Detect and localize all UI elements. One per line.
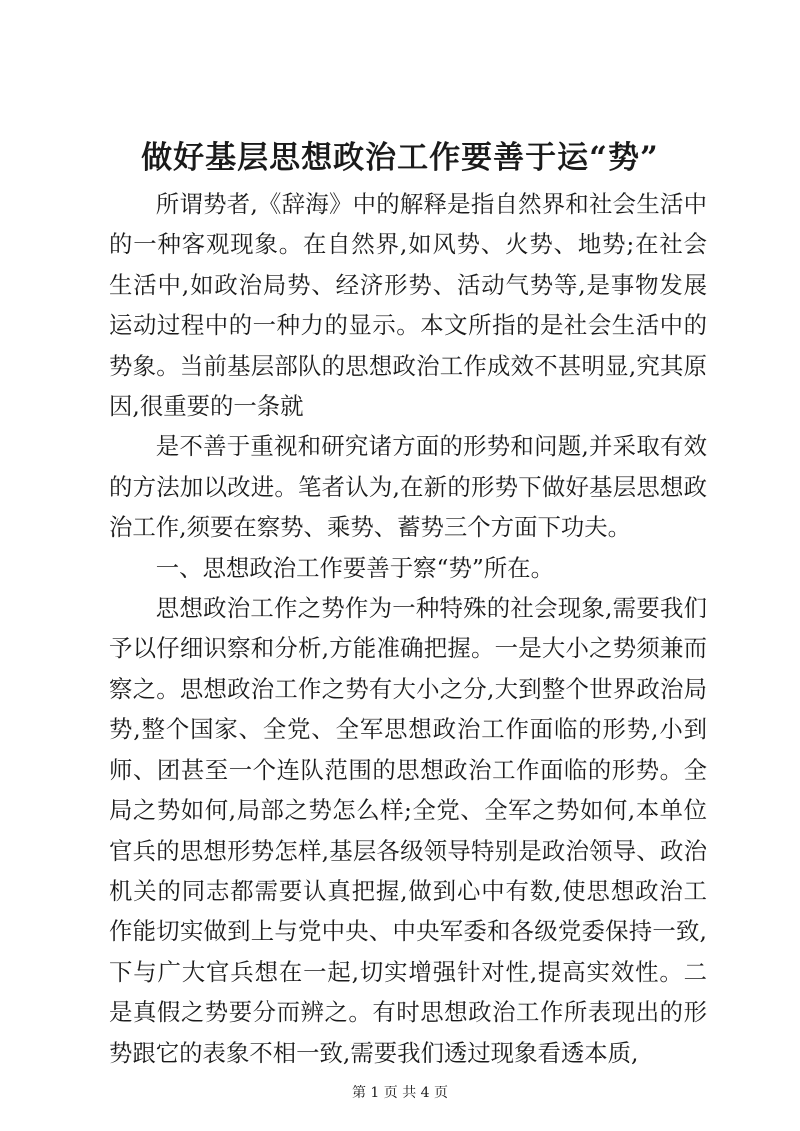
paragraph-4: 思想政治工作之势作为一种特殊的社会现象,需要我们予以仔细识察和分析,方能准确把握。一是大小之势须兼而察之。思想政治工作之势有大小之分,大到整个世界政治局势,整个国家、全党、全军思想政治工作面临的形势,小到师、团甚至一个连队范围的思想政治工作面临的形势。全局之势如何,局部之势怎么样;全党、全军之势如何,本单位官兵的思想形势怎样,基层各级领导特别是政治领导、政治机关的同志都需要认真把握,做到心中有数,使思想政治工作能切实做到上与党中央、中央军委和各级党委保持一致,下与广大官兵想在一起,切实增强针对性,提高实效性。二是真假之势要分而辨之。有时思想政治工作所表现出的形势跟它的表象不相一致,需要我们透过现象看透本质,	[109, 594, 707, 1067]
paragraph-1: 所谓势者,《辞海》中的解释是指自然界和社会生活中的一种客观现象。在自然界,如风势、火势、地势;在社会生活中,如政治局势、经济形势、活动气势等,是事物发展运动过程中的一种力的显示。本文所指的是社会生活中的势象。当前基层部队的思想政治工作成效不甚明显,究其原因,很重要的一条就	[109, 190, 707, 421]
paragraph-2: 是不善于重视和研究诸方面的形势和问题,并采取有效的方法加以改进。笔者认为,在新的形势下做好基层思想政治工作,须要在察势、乘势、蓄势三个方面下功夫。	[109, 432, 707, 542]
page-number-footer: 第 1 页 共 4 页	[351, 1085, 449, 1101]
paragraph-3-section-heading: 一、思想政治工作要善于察“势”所在。	[155, 553, 554, 582]
document-body	[109, 184, 707, 1073]
document-title: 做好基层思想政治工作要善于运“势”	[141, 140, 659, 176]
